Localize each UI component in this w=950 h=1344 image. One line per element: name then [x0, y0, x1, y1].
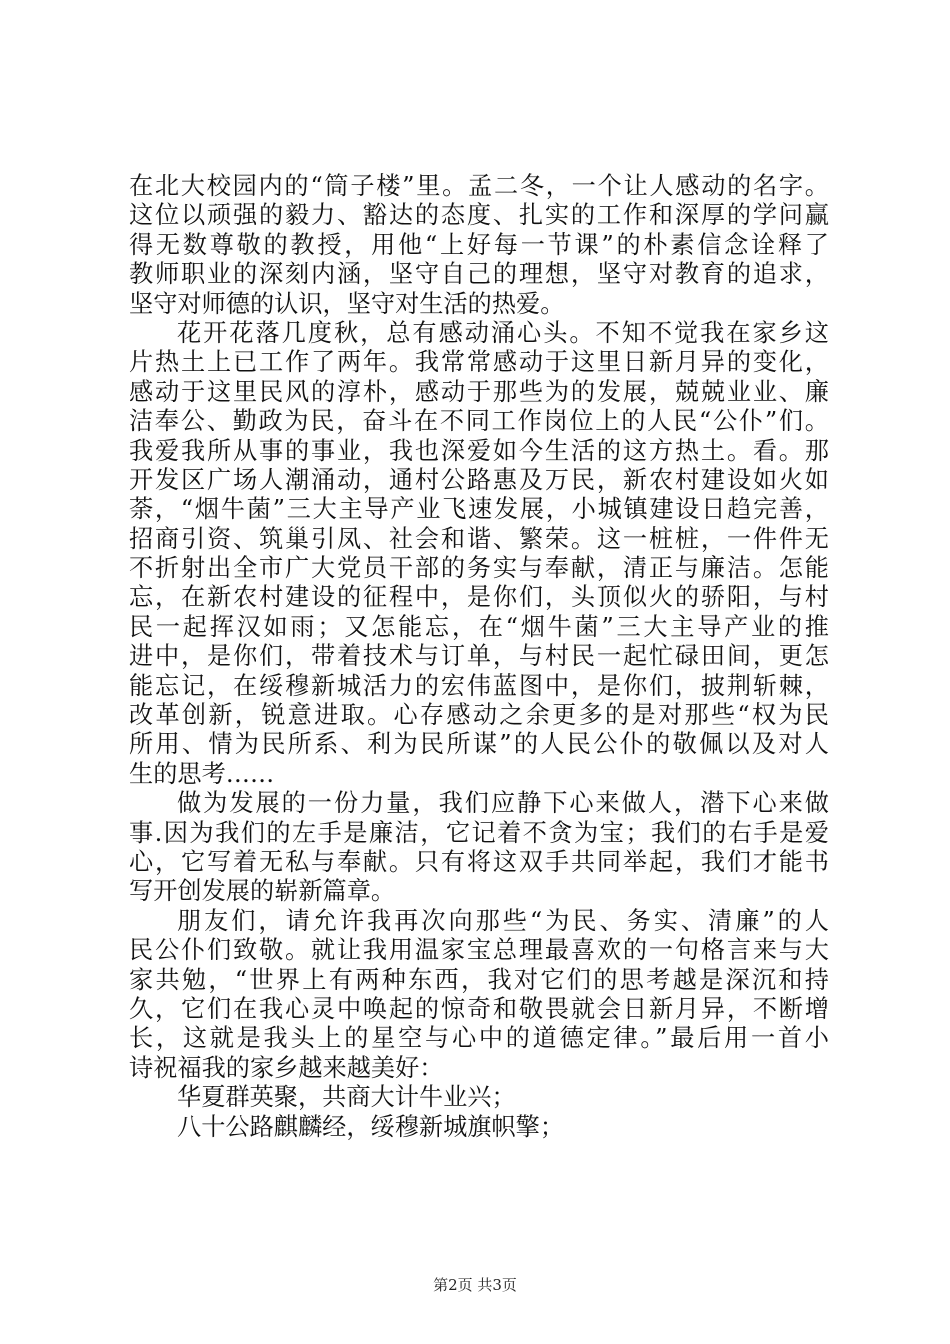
text-line: 这位以顽强的毅力、豁达的态度、扎实的工作和深厚的学问赢 — [129, 201, 829, 230]
text-line: 能忘记，在绥穆新城活力的宏伟蓝图中，是你们，披荆斩棘， — [129, 671, 829, 700]
text-line: 朋友们，请允许我再次向那些“为民、务实、清廉”的人 — [177, 906, 829, 935]
text-line: 家共勉，“世界上有两种东西，我对它们的思考越是深沉和持 — [129, 965, 829, 994]
text-line: 在北大校园内的“筒子楼”里。孟二冬，一个让人感动的名字。 — [129, 172, 829, 200]
text-line: 感动于这里民风的淳朴，感动于那些为的发展，兢兢业业、廉 — [129, 377, 829, 406]
body-text — [129, 172, 829, 1142]
text-line: 改革创新，锐意进取。心存感动之余更多的是对那些“权为民 — [129, 701, 829, 730]
text-line: 生的思考…… — [129, 759, 275, 788]
text-line: 片热土上已工作了两年。我常常感动于这里日新月异的变化， — [129, 348, 829, 377]
text-line: 长，这就是我头上的星空与心中的道德定律。”最后用一首小 — [129, 1024, 829, 1053]
text-line: 写开创发展的崭新篇章。 — [129, 877, 396, 906]
text-line: 洁奉公、勤政为民，奋斗在不同工作岗位上的人民“公仆”们。 — [129, 407, 829, 436]
text-line: 开发区广场人潮涌动，通村公路惠及万民，新农村建设如火如 — [129, 465, 829, 494]
text-line: 所用、情为民所系、利为民所谋”的人民公仆的敬佩以及对人 — [129, 730, 829, 759]
text-line: 进中，是你们，带着技术与订单，与村民一起忙碌田间，更怎 — [129, 642, 829, 671]
text-line: 八十公路麒麟经，绥穆新城旗帜擎； — [177, 1112, 565, 1141]
text-line: 不折射出全市广大党员干部的务实与奉献，清正与廉洁。怎能 — [129, 554, 829, 583]
text-line: 民一起挥汉如雨；又怎能忘，在“烟牛菌”三大主导产业的推 — [129, 612, 829, 641]
text-line: 我爱我所从事的事业，我也深爱如今生活的这方热土。看。那 — [129, 436, 829, 465]
page-footer: 第2页 共3页 — [433, 1276, 517, 1294]
text-line: 招商引资、筑巢引凤、社会和谐、繁荣。这一桩桩，一件件无 — [129, 524, 829, 553]
text-line: 得无数尊敬的教授，用他“上好每一节课”的朴素信念诠释了 — [129, 230, 829, 259]
text-line: 教师职业的深刻内涵，坚守自己的理想，坚守对教育的追求， — [129, 260, 829, 289]
text-line: 花开花落几度秋，总有感动涌心头。不知不觉我在家乡这 — [177, 318, 829, 347]
text-line: 心，它写着无私与奉献。只有将这双手共同举起，我们才能书 — [129, 847, 829, 876]
text-line: 荼，“烟牛菌”三大主导产业飞速发展，小城镇建设日趋完善， — [129, 495, 829, 524]
text-line: 久，它们在我心灵中唤起的惊奇和敬畏就会日新月异，不断增 — [129, 994, 829, 1023]
text-line: 忘，在新农村建设的征程中，是你们，头顶似火的骄阳，与村 — [129, 583, 829, 612]
text-line: 事.因为我们的左手是廉洁，它记着不贪为宝；我们的右手是爱 — [129, 818, 829, 847]
text-line: 坚守对师德的认识，坚守对生活的热爱。 — [129, 289, 565, 318]
text-line: 诗祝福我的家乡越来越美好： — [129, 1053, 444, 1082]
text-line: 做为发展的一份力量，我们应静下心来做人，潜下心来做 — [177, 789, 829, 818]
text-line: 华夏群英聚，共商大计牛业兴； — [177, 1083, 516, 1112]
text-line: 民公仆们致敬。就让我用温家宝总理最喜欢的一句格言来与大 — [129, 936, 829, 965]
